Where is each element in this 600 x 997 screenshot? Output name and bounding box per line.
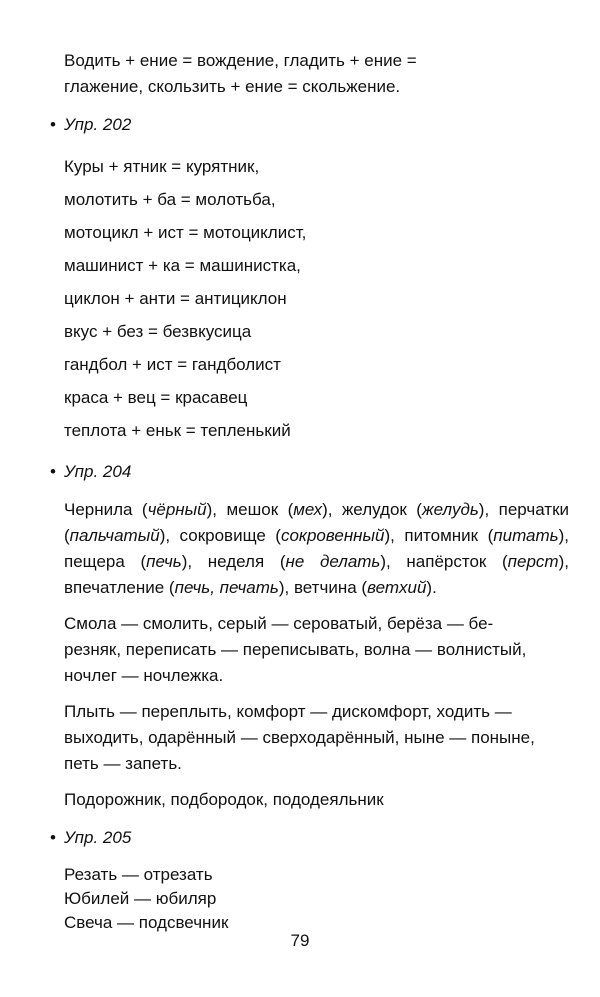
heading-text: Упр. 205 <box>64 828 132 847</box>
word: ветчина <box>293 578 357 597</box>
bullet: • <box>50 462 56 481</box>
word-formation-line: мотоцикл + ист = мотоциклист, <box>64 223 307 242</box>
word: Чернила <box>64 500 133 519</box>
root-word: не делать <box>285 552 381 571</box>
heading-text: Упр. 202 <box>64 115 132 134</box>
root-word: мех <box>293 500 323 519</box>
root-word: пальчатый <box>69 526 160 545</box>
text-line: Смола — смолить, серый — сероватый, берёза — бе- <box>64 614 494 633</box>
word-formation-line: Куры + ятник = курятник, <box>64 157 260 176</box>
word: перчатки <box>498 500 570 519</box>
bullet: • <box>50 115 56 134</box>
root-word: печь <box>146 552 182 571</box>
word-pair-line: Юбилей — юбиляр <box>64 889 217 908</box>
text-line: Плыть — переплыть, комфорт — дискомфорт, ходить — <box>64 702 512 721</box>
exercise-205-list <box>64 863 569 935</box>
word: мешок <box>226 500 279 519</box>
text-line: выходить, одарённый — сверходарённый, ныне — поныне, <box>64 728 535 747</box>
exercise-205-heading <box>50 825 569 851</box>
exercise-204-paragraph-3 <box>64 699 569 777</box>
root-word: ветхий <box>367 578 427 597</box>
word-pair-line: Свеча — подсвечник <box>64 913 229 932</box>
exercise-204-heading <box>50 459 569 485</box>
root-word: печь, печать <box>174 578 279 597</box>
word: напёрсток <box>406 552 487 571</box>
text-line: петь — запеть. <box>64 754 182 773</box>
root-word: питать <box>493 526 559 545</box>
word: сокровище <box>179 526 266 545</box>
word-formation-line: гандбол + ист = гандболист <box>64 355 281 374</box>
exercise-202-list <box>64 150 569 447</box>
intro-line: Водить + ение = вождение, гладить + ение = <box>64 51 417 70</box>
word: неделя <box>207 552 265 571</box>
heading-text: Упр. 204 <box>64 462 132 481</box>
exercise-204-paragraph-2 <box>64 611 569 689</box>
exercise-202-heading <box>50 112 569 138</box>
text-line: резняк, переписать — переписывать, волна — волнистый, <box>64 640 527 659</box>
root-word: желудь <box>421 500 479 519</box>
page-content <box>50 48 570 935</box>
exercise-204-paragraph-4: Подорожник, подбородок, пододеяльник <box>64 790 384 809</box>
word: впечатление <box>64 578 165 597</box>
word-formation-line: циклон + анти = антициклон <box>64 289 287 308</box>
root-word: перст <box>507 552 559 571</box>
root-word: чёрный <box>147 500 207 519</box>
bullet: • <box>50 828 56 847</box>
page-number: 79 <box>290 931 310 950</box>
word-formation-line: вкус + без = безвкусица <box>64 322 252 341</box>
word: пещера <box>64 552 125 571</box>
intro-line: глажение, скользить + ение = скольжение. <box>64 77 401 96</box>
root-word: сокровенный <box>280 526 385 545</box>
intro-paragraph <box>64 48 569 100</box>
word-formation-line: молотить + ба = молотьба, <box>64 190 276 209</box>
exercise-204-paragraph-1: Чернила (чёрный), мешок (мех), желудок (желудь), перчатки (пальчатый), сокровище (сокровенный), питомник (питать), пещера (печь), неделя (не делать), напёрсток (перст), впечатление (печь, печать), ветчина (ветхий). <box>64 500 570 597</box>
word-formation-line: краса + вец = красавец <box>64 388 248 407</box>
text-line: ночлег — ночлежка. <box>64 666 224 685</box>
word-pair-line: Резать — отрезать <box>64 865 213 884</box>
word-formation-line: машинист + ка = машинистка, <box>64 256 301 275</box>
word: питомник <box>404 526 479 545</box>
word: желудок <box>341 500 407 519</box>
word-formation-line: теплота + еньк = тепленький <box>64 421 291 440</box>
